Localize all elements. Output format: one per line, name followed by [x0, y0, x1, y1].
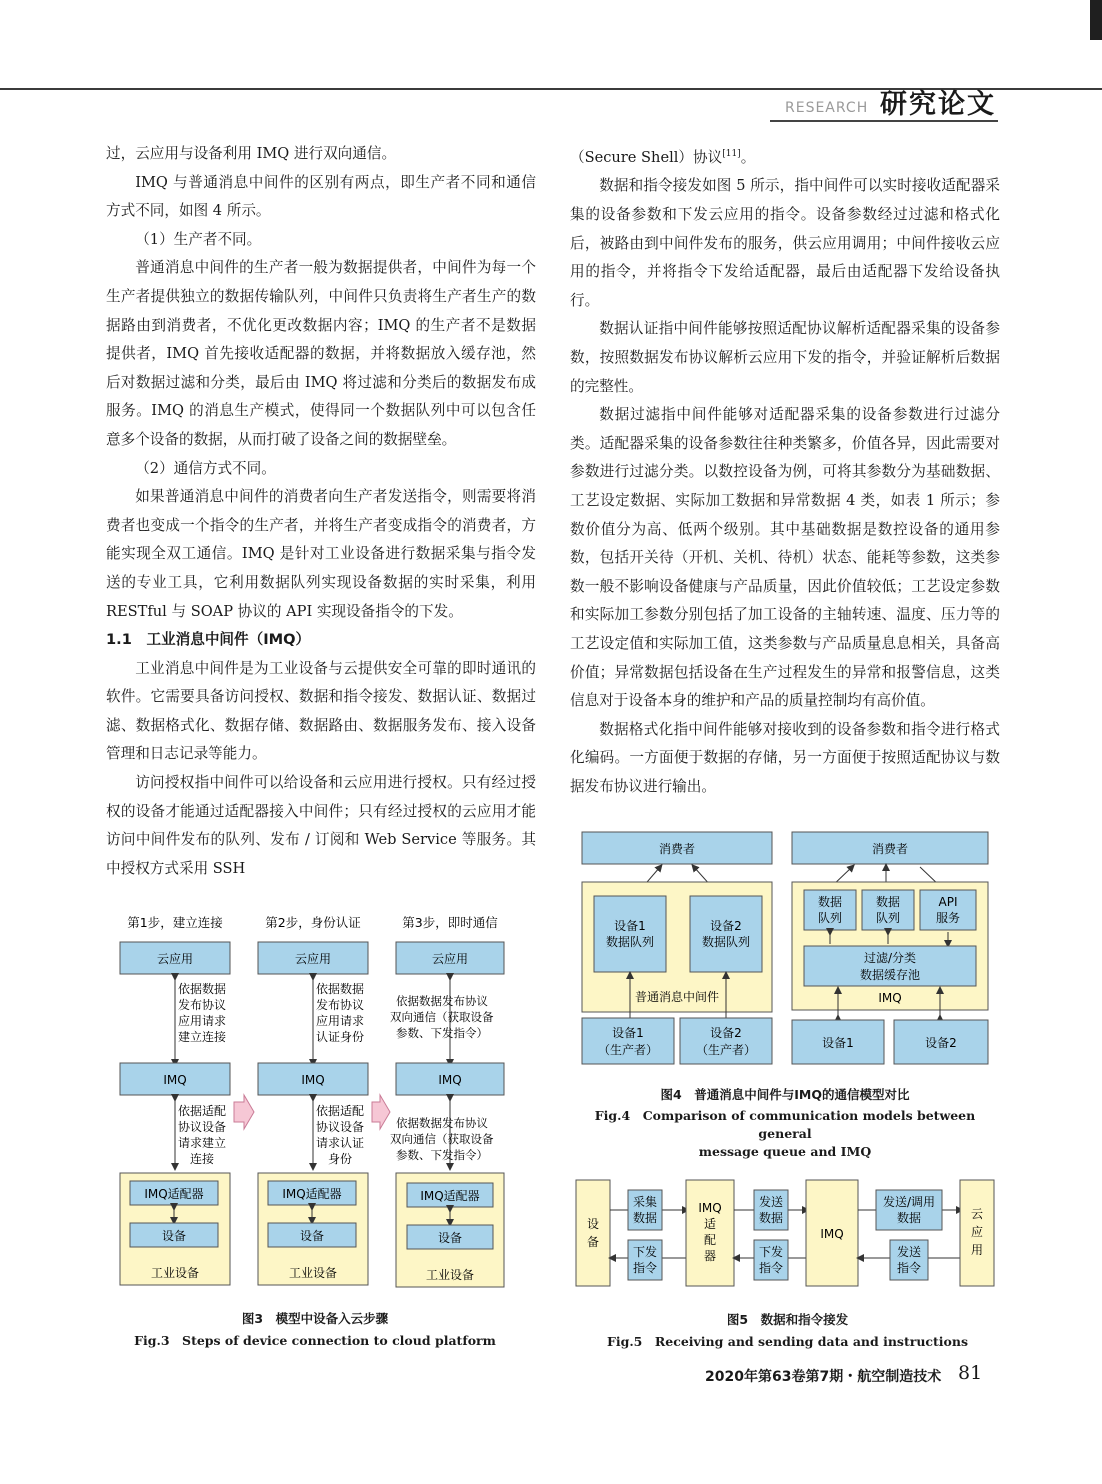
annotation: 依据数据发布协议 — [396, 994, 488, 1008]
data-queue-label: 队列 — [875, 911, 901, 925]
paragraph: 普通消息中间件的生产者一般为数据提供者，中间件为每一个生产者提供独立的数据传输队列，中间件只负责将生产者生产的数据路由到消费者，不优化更改数据内容；IMQ 的生产者不是数据提供者，IMQ 首先接收适配器的数据，并将数据放入缓存池，然后对数据过滤和分类，最后由 IMQ 将过滤和分类后的数据发布成服务。IMQ 的消息生产模式，使得同一个数据队列中可以包含任意多个设备的数据，从而打破了设备之间的数据壁垒。 — [106, 259, 536, 448]
device-label: 备 — [586, 1235, 600, 1249]
send-data-label: 数据 — [758, 1211, 784, 1225]
send-command-label: 下发 — [758, 1245, 784, 1259]
figure-4-diagram — [580, 830, 995, 1070]
collect-data-label: 采集 — [632, 1195, 658, 1209]
caption-en: Fig.4 Comparison of communication models between general — [594, 1108, 976, 1141]
api-service-label: API — [938, 895, 958, 909]
annotation: 协议设备 — [178, 1120, 227, 1134]
send-call-data-label: 数据 — [896, 1211, 922, 1225]
paragraph: 数据格式化指中间件能够对接收到的设备参数和指令进行格式化编码。一方面便于数据的存储，另一方面便于按照适配协议与数据发布协议进行输出。 — [570, 720, 1000, 795]
device-queue-box — [690, 896, 762, 972]
adapter-label: 配 — [703, 1233, 717, 1247]
step-arrow — [234, 1095, 254, 1129]
device-label: 设 — [586, 1217, 600, 1231]
step-title: 第3步，即时通信 — [402, 915, 498, 930]
journal-footer: 2020年第63卷第7期・航空制造技术 — [705, 1369, 942, 1385]
annotation: 依据适配 — [178, 1104, 227, 1118]
queue-label: 数据队列 — [605, 935, 655, 949]
queue-label: 设备1 — [614, 919, 646, 933]
paragraph: 访问授权指中间件可以给设备和云应用进行授权。只有经过授权的设备才能通过适配器接入中间件；只有经过授权的云应用才能访问中间件发布的队列、发布 / 订阅和 Web Service 等服务。其中授权方式采用 SSH — [106, 774, 536, 877]
annotation: 依据数据 — [316, 982, 365, 996]
paragraph: 过，云应用与设备利用 IMQ 进行双向通信。 — [106, 145, 397, 162]
annotation: 协议设备 — [316, 1120, 365, 1134]
data-queue-label: 数据 — [875, 895, 901, 909]
figure-3-caption — [110, 1310, 520, 1350]
paragraph — [570, 140, 1000, 172]
title-underline — [770, 120, 998, 122]
consumer-label: 消费者 — [871, 842, 909, 856]
cloud-app-label: 云 — [970, 1207, 984, 1221]
section-title: 研究论文 — [880, 89, 996, 120]
section-heading: 1.1 工业消息中间件（IMQ） — [106, 631, 311, 649]
producer-label: 设备1 — [612, 1026, 644, 1040]
paragraph: 数据过滤指中间件能够对适配器采集的设备参数进行过滤分类。适配器采集的设备参数往往种类繁多，价值各异，因此需要对参数进行过滤分类。以数控设备为例，可将其参数分为基础数据、工艺设定数据、实际加工数据和异常数据 4 类，如表 1 所示；参数价值分为高、低两个级别。其中基础数据是数控设备的通用参数，包括开关待（开机、关机、待机）状态、能耗等参数，这类参数一般不影响设备健康与产品质量，因此价值较低；工艺设定参数和实际加工参数分别包括了加工设备的主轴转速、温度、压力等的工艺设定值和实际加工值，这类参数与产品质量息息相关，具备高价值；异常数据包括设备在生产过程发生的异常和报警信息，这类信息对于设备本身的维护和产品的质量控制均有高价值。 — [570, 406, 1000, 710]
collect-data-label: 数据 — [632, 1211, 658, 1225]
text-span: 。 — [740, 148, 756, 166]
filter-pool-label: 数据缓存池 — [859, 968, 921, 982]
adapter-label: IMQ适配器 — [282, 1187, 342, 1201]
consumer-label: 消费者 — [658, 842, 696, 856]
cloud-app-label: 云应用 — [294, 952, 332, 966]
cloud-app-label: 用 — [970, 1243, 984, 1257]
step-title: 第2步，身份认证 — [265, 915, 361, 930]
text-span: （Secure Shell）协议 — [570, 148, 723, 166]
figure-4-caption — [575, 1086, 995, 1161]
imq-label: IMQ — [301, 1073, 325, 1087]
annotation: 发布协议 — [178, 998, 227, 1012]
paragraph: （1）生产者不同。 — [135, 230, 262, 248]
annotation: 双向通信（获取设备 — [390, 1010, 494, 1024]
device-label: 设备 — [437, 1231, 463, 1245]
adapter-label: IMQ适配器 — [420, 1189, 480, 1203]
producer-label: 设备2 — [710, 1026, 742, 1040]
cloud-app-label: 云应用 — [431, 952, 469, 966]
annotation: 请求建立 — [178, 1136, 227, 1150]
figure-3-diagram — [110, 905, 520, 1300]
industrial-label: 工业设备 — [425, 1268, 475, 1282]
paragraph: IMQ 与普通消息中间件的区别有两点，即生产者不同和通信方式不同，如图 4 所示。 — [106, 173, 536, 220]
queue-label: 数据队列 — [701, 935, 751, 949]
send-command-label: 指令 — [758, 1261, 784, 1275]
annotation: 依据数据发布协议 — [396, 1116, 488, 1130]
annotation: 认证身份 — [316, 1030, 365, 1044]
annotation: 发布协议 — [316, 998, 365, 1012]
paragraph: 数据和指令接发如图 5 所示，指中间件可以实时接收适配器采集的设备参数和下发云应用的指令。设备参数经过过滤和格式化后，被路由到中间件发布的服务，供云应用调用；中间件接收云应用的指令，并将指令下发给适配器，最后由适配器下发给设备执行。 — [570, 177, 1000, 309]
left-column — [106, 140, 536, 883]
paragraph: （2）通信方式不同。 — [135, 459, 276, 477]
adapter-label: IMQ适配器 — [144, 1187, 204, 1201]
caption-en: Fig.5 Receiving and sending data and instructions — [606, 1334, 969, 1349]
citation: [11] — [722, 149, 741, 159]
caption-zh: 图5 数据和指令接发 — [726, 1312, 849, 1327]
page-number: 81 — [958, 1362, 983, 1384]
imq-label: IMQ — [878, 991, 902, 1005]
send-command-label: 指令 — [632, 1261, 658, 1275]
cloud-app-label: 云应用 — [156, 952, 194, 966]
annotation: 双向通信（获取设备 — [390, 1132, 494, 1146]
corner-mark — [1090, 0, 1102, 40]
annotation: 应用请求 — [316, 1014, 365, 1028]
annotation: 连接 — [190, 1152, 215, 1166]
annotation: 参数、下发指令） — [396, 1026, 488, 1040]
annotation: 参数、下发指令） — [396, 1148, 488, 1162]
producer-box — [582, 1018, 674, 1064]
caption-en: message queue and IMQ — [698, 1144, 872, 1159]
data-queue-label: 数据 — [817, 895, 843, 909]
step-title: 第1步，建立连接 — [127, 915, 223, 930]
annotation: 依据适配 — [316, 1104, 365, 1118]
annotation: 请求认证 — [316, 1136, 365, 1150]
annotation: 应用请求 — [178, 1014, 227, 1028]
data-queue-label: 队列 — [817, 911, 843, 925]
producer-box — [680, 1018, 772, 1064]
send-call-data-label: 发送/调用 — [882, 1195, 936, 1209]
device-queue-box — [594, 896, 666, 972]
annotation: 身份 — [328, 1152, 353, 1166]
device-label: 设备 — [161, 1229, 187, 1243]
figure-5-diagram — [574, 1176, 999, 1291]
filter-pool-label: 过滤/分类 — [863, 951, 917, 965]
send-command-label: 指令 — [896, 1261, 922, 1275]
figure-5-caption — [575, 1311, 1000, 1351]
device-label: 设备2 — [925, 1036, 957, 1050]
annotation: 依据数据 — [178, 982, 227, 996]
caption-en: Fig.3 Steps of device connection to cloud platform — [134, 1333, 496, 1348]
annotation: 建立连接 — [178, 1030, 227, 1044]
device-label: 设备 — [299, 1229, 325, 1243]
industrial-label: 工业设备 — [150, 1266, 200, 1280]
paragraph: 如果普通消息中间件的消费者向生产者发送指令，则需要将消费者也变成一个指令的生产者，并将生产者变成指令的消费者，方能实现全双工通信。IMQ 是针对工业设备进行数据采集与指令发送的专业工具，它利用数据队列实现设备数据的实时采集，利用 RESTful 与 SOAP 协议的 API 实现设备指令的下发。 — [106, 488, 536, 620]
queue-label: 设备2 — [710, 919, 742, 933]
cloud-app-label: 应 — [970, 1225, 984, 1239]
paragraph: 数据认证指中间件能够按照适配协议解析适配器采集的设备参数，按照数据发布协议解析云应用下发的指令，并验证解析后数据的完整性。 — [570, 320, 1000, 395]
message-queue-label: 普通消息中间件 — [634, 990, 720, 1004]
adapter-label: 适 — [703, 1217, 717, 1231]
imq-label: IMQ — [438, 1073, 462, 1087]
send-command-label: 发送 — [896, 1245, 922, 1259]
device-label: 设备1 — [822, 1036, 854, 1050]
adapter-label: 器 — [703, 1249, 717, 1263]
imq-label: IMQ — [163, 1073, 187, 1087]
adapter-label: IMQ — [698, 1201, 722, 1215]
device-box — [576, 1180, 610, 1286]
producer-label: （生产者） — [597, 1043, 659, 1057]
right-column — [570, 140, 1000, 802]
producer-label: （生产者） — [695, 1043, 757, 1057]
send-command-label: 下发 — [632, 1245, 658, 1259]
research-label: RESEARCH — [785, 100, 869, 116]
send-data-label: 发送 — [758, 1195, 784, 1209]
step-arrow — [372, 1095, 390, 1129]
paragraph: 工业消息中间件是为工业设备与云提供安全可靠的即时通讯的软件。它需要具备访问授权、数据和指令接发、数据认证、数据过滤、数据格式化、数据存储、数据路由、数据服务发布、接入设备管理和日志记录等能力。 — [106, 659, 536, 763]
caption-zh: 图3 模型中设备入云步骤 — [241, 1311, 389, 1326]
api-service-label: 服务 — [935, 911, 961, 925]
caption-zh: 图4 普通消息中间件与IMQ的通信模型对比 — [660, 1087, 910, 1102]
industrial-label: 工业设备 — [288, 1266, 338, 1280]
imq-label: IMQ — [820, 1227, 844, 1241]
